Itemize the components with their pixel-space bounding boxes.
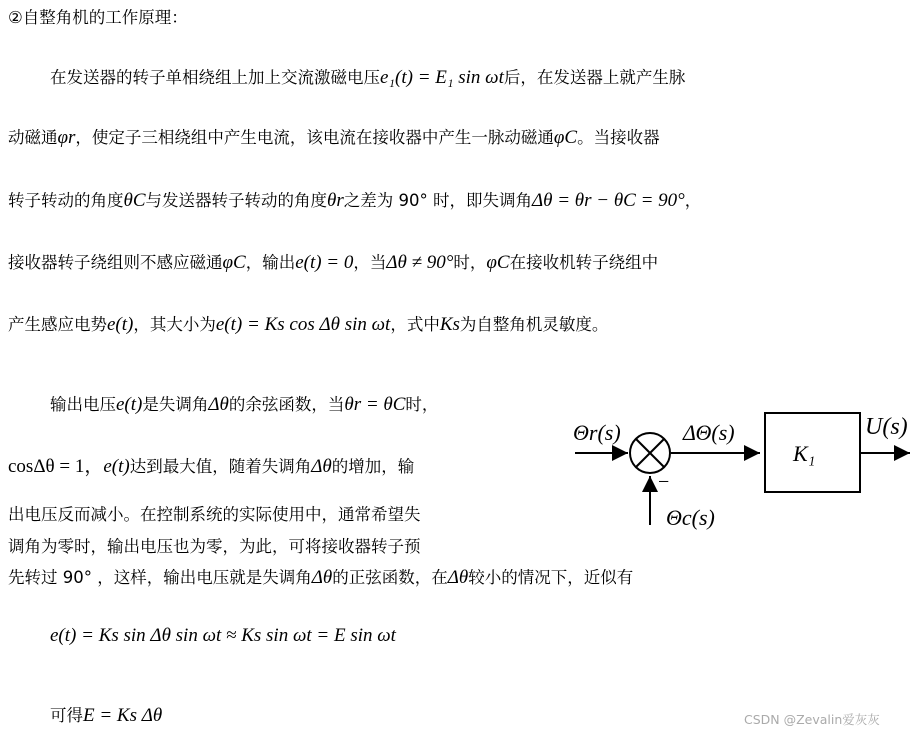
text: 为自整角机灵敏度。 [459,315,609,334]
summing-junction [630,433,670,473]
text: ，当 [353,253,387,272]
text: 动磁通 [8,128,58,147]
p2-line-2 [8,455,414,479]
formula: Δθ ≠ 90° [386,252,454,273]
text: 的正弦函数，在 [332,568,448,587]
text: 在接收机转子绕组中 [509,253,659,272]
formula: Δθ = θr − θC = 90° [532,190,685,211]
formula: e(t) [116,394,143,415]
error-label: ΔΘ(s) [683,420,735,445]
text: 输出电压 [50,395,116,414]
text: 在发送器的转子单相绕组上加上交流激磁电压 [50,68,380,87]
feedback-label: Θc(s) [666,505,715,530]
text: ，使定子三相绕组中产生电流，该电流在接收器中产生一脉动磁通 [75,128,554,147]
text: 时， [453,253,487,272]
formula: φC [486,252,510,273]
p1-line-4 [8,251,658,275]
formula: φC [553,127,578,148]
formula: e(t) = 0 [295,252,354,273]
watermark: CSDN @Zevalin爱灰灰 [744,712,880,727]
formula: Δθ [311,456,332,477]
formula: θC [123,190,146,211]
minus-sign: − [658,471,670,493]
text: ，式中 [390,315,440,334]
p2-line-3: 出电压反而减小。在控制系统的实际使用中，通常希望失 [8,505,421,524]
p2-line-4: 调角为零时，输出电压也为零，为此，可将接收器转子预 [8,537,421,556]
p1-line-3 [8,189,701,213]
section-heading: ②自整角机的工作原理： [8,8,188,27]
text: 达到最大值，随着失调角 [129,457,312,476]
formula: θr = θC [344,394,406,415]
text: ， [684,191,702,210]
p1-line-1 [50,66,685,90]
formula: e₁(t) = E₁ sin ωt [380,67,504,88]
text: 转子转动的角度 [8,191,124,210]
gain-label: K₁ [793,441,816,466]
p1-line-5 [8,313,608,337]
formula: θr [327,190,344,211]
formula: Δθ [447,567,469,588]
formula: cosΔθ = 1， [8,456,104,477]
text: ，输出 [245,253,296,272]
formula: e(t) = Ks cos Δθ sin ωt [215,314,391,335]
text: 可得 [50,706,83,725]
approximation-equation: e(t) = Ks sin Δθ sin ωt ≈ Ks sin ωt = E sin ωt [50,625,396,646]
text: 接收器转子绕组则不感应磁通 [8,253,223,272]
text: 与发送器转子转动的角度 [145,191,328,210]
text: 时， [405,395,439,414]
input-label: Θr(s) [573,420,621,445]
conclusion [50,704,162,728]
text: 的余弦函数，当 [228,395,345,414]
text: 后，在发送器上就产生脉 [503,68,686,87]
text: 先转过 90° ，这样，输出电压就是失调角 [8,568,312,587]
p2-line-5 [8,566,633,590]
formula: Ks [439,314,460,335]
p1-line-2 [8,126,660,150]
text: 。当接收器 [577,128,660,147]
formula: e(t) [107,314,134,335]
formula: φr [57,127,76,148]
formula: e(t) [103,456,130,477]
formula: Δθ [311,567,333,588]
formula: φC [222,252,246,273]
formula: Δθ [208,394,229,415]
output-label: U(s) [865,414,908,440]
text: 是失调角 [142,395,209,414]
formula: E = Ks Δθ [83,705,163,726]
text: 较小的情况下，近似有 [468,568,634,587]
text: 产生感应电势 [8,315,107,334]
text: 之差为 90° 时，即失调角 [343,191,532,210]
text: ，其大小为 [133,315,216,334]
text: 的增加，输 [331,457,415,476]
block-diagram [540,400,920,540]
p2-line-1 [50,393,438,417]
